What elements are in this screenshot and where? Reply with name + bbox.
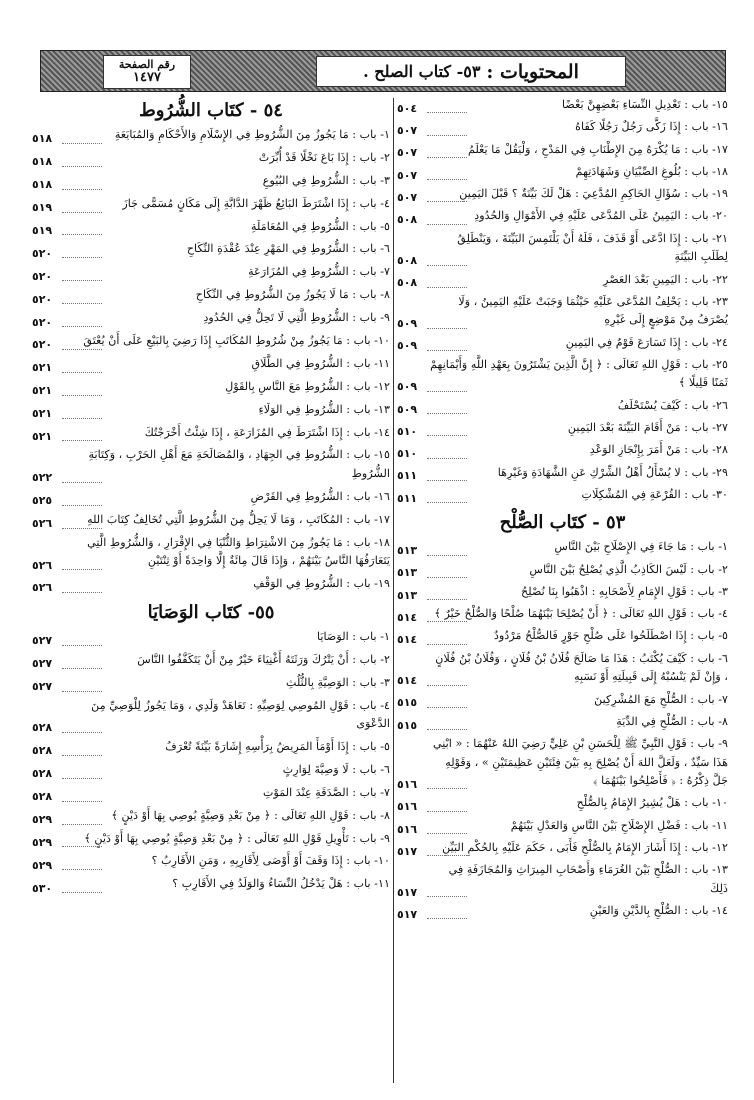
toc-entry-title: ٢٠- باب : اليَمِينُ عَلَى المُدَّعَى عَلَيْهِ فِي الأَمْوَالِ وَالحُدُودِ [474,209,728,223]
toc-entry [397,118,728,140]
toc-entry-title: ٥- باب : الشُّرُوطِ فِي المُعَامَلَةِ [251,219,390,233]
toc-entry [32,378,390,401]
toc-entry-title: ٩- باب : تَأْوِيلِ قَوْلِ اللهِ تَعَالَى : ﴿ مِنْ بَعْدِ وَصِيَّةٍ يُوصِي بِهَا أَوْ دَيْنٍ ﴾ [84,831,390,845]
toc-entry-title: ١١- باب : هَلْ يَدْخُلُ النِّسَاءُ وَالوَلَدُ فِي الأَقَارِبِ ؟ [172,877,390,891]
toc-entry-page: ٥١٧ [397,907,418,921]
toc-entry [397,419,728,441]
toc-entry [32,628,390,651]
toc-entry-page: ٥٣٠ [32,881,53,895]
leader-dots [62,143,102,144]
toc-entry [397,713,728,735]
toc-entry-title: ٢٧- باب : مَنْ أَقَامَ البَيِّنَةَ بَعْدَ اليَمِينِ [567,421,728,435]
leader-dots [427,201,467,202]
toc-entry-page: ٥٢٠ [32,338,53,352]
toc-entry-title: ١١- باب : الشُّرُوطِ فِي الطَّلَاقِ [251,356,390,370]
page-number: ١٤٧٧ [133,69,161,85]
leader-dots [62,645,102,646]
toc-entry-page: ٥٢٢ [32,471,53,485]
toc-entry-page: ٥٢١ [32,429,53,443]
toc-entry-title: ٨- باب : الصُّلْحِ فِي الدِّيَةِ [616,714,728,728]
toc-entry-title: ١٠- باب : إِذَا وَقَفَ أَوْ أَوْصَى لِأَقَارِبِهِ ، وَمَنِ الأَقَارِبُ ؟ [151,854,390,868]
toc-entry-title: ٥- باب : إِذَا أَوْمَأَ المَرِيضُ بِرَأْسِهِ إِشَارَةً بَيِّنَةً تُعْرَفُ [165,739,390,753]
toc-entry [397,627,728,649]
toc-entry [397,839,728,861]
toc-entry-title: ١٥- باب : الشُّرُوطِ فِي الجِهَادِ ، وَالمُصَالَحَةِ مَعَ أَهْلِ الحَرْبِ ، وَكِتَابَةِ الشُّرُوطِ [88,448,390,480]
header-title-box [316,56,626,87]
leader-dots [427,621,467,622]
toc-entry-title: ٩- باب : الشُّرُوطِ الَّتِي لَا تَحِلُّ فِي الحُدُودِ [203,311,390,325]
leader-dots [427,391,467,392]
toc-entry [397,293,728,334]
toc-entry [397,902,728,924]
toc-entry-page: ٥٢٩ [32,858,53,872]
toc-entry [397,163,728,185]
toc-entry [32,240,390,263]
toc-entry-page: ٥٢٨ [32,790,53,804]
toc-entry-page: ٥٢٩ [32,835,53,849]
toc-entry-title: ١٠- باب : مَا يَجُوزُ مِنْ شُرُوطِ المُكَاتَبِ إِذَا رَضِيَ بِالبَيْعِ عَلَى أَنْ يُعْتَقَ [83,334,390,348]
toc-entry [32,852,390,875]
leader-dots [427,265,467,266]
leader-dots [62,372,102,373]
leader-dots [62,778,102,779]
toc-entry [397,141,728,163]
toc-entry-page: ٥١٨ [32,155,53,169]
leader-dots [62,892,102,893]
toc-entry-title: ٤- باب : قَوْلِ المُوصِي لِوَصِيِّهِ : تَعَاهَدْ وَلَدِي ، وَمَا يَجُوزُ لِلْوَصِيِّ مِنَ الدَّعْوَى [91,698,390,731]
toc-entry [397,356,728,397]
toc-entry-page: ٥٠٧ [397,146,418,160]
toc-entry [397,397,728,419]
toc-entry-title: ١٥- باب : تَعْدِيلِ النِّسَاءِ بَعْضِهِنَّ بَعْضًا [562,98,728,111]
toc-entry-title: ١٩- باب : الشُّرُوطِ فِي الوَقْفِ [253,577,390,591]
toc-entry [32,424,390,447]
leader-dots [427,855,467,856]
toc-entry [397,538,728,560]
left-column [32,96,390,898]
toc-entry [32,195,390,218]
toc-entry-page: ٥٠٨ [397,254,418,268]
leader-dots [427,157,467,158]
leader-dots [62,801,102,802]
toc-entry-title: ٢٦- باب : كَيْفَ يُسْتَحْلَفُ [617,398,728,412]
toc-entry-page: ٥٠٩ [397,402,418,416]
toc-entry [397,230,728,271]
toc-entry-title: ١٨- باب : مَا يَجُوزُ مِنَ الاشْتِرَاطِ وَالثُّنْيَا فِي الإِقْرَارِ ، وَالشُّرُوطِ الَّتِي يَتَعَارَفُهَا النَّاسُ بَيْنَهُمْ ، وَإِذَا قَالَ مِائَةٌ إِلَّا وَاحِدَةً أَوْ ثِنْتَيْنِ [87,535,390,568]
toc-entry-page: ٥١٣ [397,566,418,580]
toc-entry [397,691,728,713]
toc-entry [397,561,728,583]
toc-entry [32,651,390,674]
toc-entry-page: ٥١٨ [32,132,53,146]
leader-dots [427,833,467,834]
leader-dots [427,555,467,556]
toc-entry [397,605,728,627]
toc-entry-title: ١٩- باب : سُؤَالِ الحَاكِمِ المُدَّعِيَ : هَلْ لَكَ بَيِّنَةٌ ؟ قَبْلَ اليَمِينِ [459,187,728,201]
leader-dots [62,592,102,593]
toc-entry-page: ٥١٩ [32,223,53,237]
toc-entry-page: ٥٢٧ [32,680,53,694]
toc-entry-page: ٥٢١ [32,407,53,421]
column-divider [393,98,394,1083]
toc-entry-title: ٦- باب : الشُّرُوطِ فِي المَهْرِ عِنْدَ عُقْدَةِ النِّكَاحِ [186,242,390,256]
leader-dots [427,918,467,919]
leader-dots [62,528,102,529]
leader-dots [62,349,102,350]
header-page-box [103,55,191,89]
leader-dots [427,685,467,686]
toc-entry-page: ٥١٦ [397,800,418,814]
toc-entry [397,441,728,463]
leader-dots [427,599,467,600]
toc-entry [397,207,728,229]
toc-entry [397,650,728,691]
toc-entry-page: ٥٢٨ [32,721,53,735]
toc-entry-page: ٥٢٠ [32,269,53,283]
toc-entry [397,185,728,207]
toc-entry-page: ٥٢٧ [32,657,53,671]
toc-entry [397,583,728,605]
toc-entry-page: ٥٠٧ [397,190,418,204]
toc-entry [32,309,390,332]
toc-entry-page: ٥١٤ [397,610,418,624]
toc-entry-page: ٥٠٧ [397,168,418,182]
left-entries-shurut [32,126,390,598]
leader-dots [62,395,102,396]
leader-dots [427,350,467,351]
leader-dots [427,502,467,503]
toc-entry [32,784,390,807]
header-bar [40,50,726,92]
toc-entry [397,817,728,839]
toc-entry-page: ٥١٥ [397,718,418,732]
toc-entry [32,126,390,149]
toc-entry-page: ٥٠٨ [397,276,418,290]
toc-entry-title: ٩- باب : قَوْلِ النَّبِيِّ ﷺ لِلْحَسَنِ بْنِ عَلِيٍّ رَضِيَ اللهُ عَنْهُمَا : « ابْنِي هَذَا سَيِّدٌ ، وَلَعَلَّ اللهَ أَنْ يُصْلِحَ بِهِ بَيْنَ فِئَتَيْنِ عَظِيمَتَيْنِ » ، وَقَوْلِهِ جَلَّ ذِكْرُهُ : ﴿ فَأَصْلِحُوا بَيْنَهُمَا ﴾ [432,737,728,788]
toc-entry-title: ٣٠- باب : القُرْعَةِ فِي المُشْكِلَاتِ [581,487,728,501]
toc-entry-title: ٣- باب : الوَصِيَّةِ بِالثُّلُثِ [285,675,390,689]
toc-entry-title: ٢٨- باب : مَنْ أَمَرَ بِإِنْجَازِ الوَعْدِ [589,443,728,457]
toc-entry [397,271,728,293]
toc-entry-page: ٥٠٩ [397,317,418,331]
toc-entry-page: ٥٢٦ [32,517,53,531]
toc-entry-title: ٨- باب : مَا لَا يَجُوزُ مِنَ الشُّرُوطِ فِي النِّكَاحِ [195,288,390,302]
leader-dots [62,482,102,483]
chapter-title-shurut: ٥٤ - كتَاب الشُّرُوط [139,100,283,121]
toc-entry-page: ٥٢١ [32,384,53,398]
toc-entry-page: ٥١٣ [397,588,418,602]
toc-entry-page: ٥٢٨ [32,767,53,781]
toc-entry [32,674,390,697]
toc-entry-page: ٥٢٧ [32,634,53,648]
leader-dots [427,179,467,180]
leader-dots [427,328,467,329]
leader-dots [427,729,467,730]
leader-dots [427,458,467,459]
toc-entry-title: ٤- باب : قَوْلِ اللهِ تَعَالَى : ﴿ أَنْ يُصْلِحَا بَيْنَهُمَا صُلْحًا وَالصُّلْحُ خَيْرٌ ﴾ [434,607,728,621]
toc-entry-page: ٥٠٨ [397,213,418,227]
leader-dots [427,112,467,113]
leader-dots [427,811,467,812]
toc-entry-title: ٧- باب : الصُّلْحِ مَعَ المُشْرِكِينَ [594,692,728,706]
leader-dots [62,418,102,419]
toc-entry-page: ٥٢١ [32,361,53,375]
leader-dots [62,212,102,213]
chapter-title-wasaya: ٥٥- كتَاب الوَصَايَا [147,601,275,623]
toc-entry-title: ٢- باب : لَيْسَ الكَاذِبُ الَّذِي يُصْلِحُ بَيْنَ النَّاسِ [529,562,728,576]
leader-dots [62,569,102,570]
toc-entry [32,511,390,534]
toc-entry-title: ٤- باب : إِذَا اشْتَرَطَ البَائِعُ ظَهْرَ الدَّابَّةِ إِلَى مَكَانٍ مُسَمًّى جَازَ [122,196,390,210]
toc-entry-page: ٥٢٦ [32,558,53,572]
leader-dots [427,644,467,645]
toc-entry [397,464,728,486]
left-entries-wasaya [32,628,390,898]
toc-entry-title: ١٤- باب : إِذَا اشْتَرَطَ فِي المُزَارَعَةِ ، إِذَا شِئْتُ أَخْرَجْتُكَ [144,425,390,439]
toc-entry-title: ٨- باب : قَوْلِ اللهِ تَعَالَى : ﴿ مِنْ بَعْدِ وَصِيَّةٍ يُوصِي بِهَا أَوْ دَيْنٍ ﴾ [111,808,390,822]
toc-entry-title: ١٢- باب : إِذَا أَشَارَ الإِمَامُ بِالصُّلْحِ فَأَبَى ، حَكَمَ عَلَيْهِ بِالحُكْمِ البَيِّنِ [442,841,728,855]
toc-entry [32,286,390,309]
toc-entry-page: ٥١٠ [397,424,418,438]
toc-entry [32,401,390,424]
leader-dots [62,668,102,669]
toc-entry [32,807,390,830]
toc-entry-page: ٥١١ [397,491,418,505]
toc-entry [32,172,390,195]
toc-entry-page: ٥١٧ [397,885,418,899]
toc-entry-title: ٦- باب : كَيْفَ يُكْتَبُ : هَذَا مَا صَالَحَ فُلَانُ بْنُ فُلَانٍ ، وَفُلَانُ بْنُ فُلَانٍ ، وَإِنْ لَمْ يَنْسُبْهُ إِلَى قَبِيلَتِهِ أَوْ نَسَبِهِ [435,651,728,684]
leader-dots [62,732,102,733]
right-entries-top [397,96,728,508]
leader-dots [62,303,102,304]
toc-entry-page: ٥٢٨ [32,744,53,758]
toc-entry-title: ١- باب : مَا يَجُوزُ مِنَ الشُّرُوطِ فِي الإِسْلَامِ وَالأَحْكَامِ وَالمُبَايَعَةِ [114,128,390,141]
toc-entry [397,96,728,118]
toc-entry-title: ٢- باب : أَنْ يَتْرُكَ وَرَثَتَهُ أَغْنِيَاءَ خَيْرٌ مِنْ أَنْ يَتَكَفَّفُوا النَّاسَ [137,652,390,666]
leader-dots [427,413,467,414]
toc-entry-title: ٧- باب : الصَّدَقَةِ عِنْدَ المَوْتِ [262,785,390,799]
toc-entry-page: ٥٢٠ [32,315,53,329]
leader-dots [62,257,102,258]
toc-entry-page: ٥١٤ [397,633,418,647]
toc-entry-page: ٥٢٥ [32,494,53,508]
toc-entry [32,830,390,853]
toc-entry [32,488,390,511]
leader-dots [427,135,467,136]
toc-entry-title: ١٣- باب : الصُّلْحِ بَيْنَ الغُرَمَاءِ وَأَصْحَابِ المِيرَاثِ وَالمُجَازَفَةِ فِي ذَلِكَ [448,863,728,895]
toc-entry-title: ١٣- باب : الشُّرُوطِ فِي الوَلَاءِ [258,402,390,416]
leader-dots [62,326,102,327]
leader-dots [427,788,467,789]
toc-entry-page: ٥٢٠ [32,246,53,260]
leader-dots [62,824,102,825]
toc-entry [32,575,390,598]
toc-entry-page: ٥١٠ [397,447,418,461]
toc-entry-page: ٥٢٠ [32,292,53,306]
right-column [397,96,728,924]
toc-entry [397,861,728,902]
toc-entry-page: ٥١٤ [397,674,418,688]
toc-entry-title: ٢١- باب : إِذَا ادَّعَى أَوْ قَذَفَ ، فَلَهُ أَنْ يَلْتَمِسَ البَيِّنَةَ ، وَيَنْطَلِقُ لِطَلَبِ البَيِّنَةِ [457,231,728,264]
toc-entry [32,761,390,784]
toc-entry [32,355,390,378]
leader-dots [427,224,467,225]
toc-entry-title: ١٤- باب : الصُّلْحِ بِالدَّيْنِ وَالعَيْنِ [589,904,728,918]
toc-entry-page: ٥١٩ [32,201,53,215]
toc-entry [397,735,728,794]
toc-entry-title: ١١- باب : فَضْلِ الإِصْلَاحِ بَيْنَ النَّاسِ وَالعَدْلِ بَيْنَهُمْ [510,818,728,832]
toc-entry-title: ١- باب : الوَصَايَا [316,629,390,643]
toc-entry-title: ٧- باب : الشُّرُوطِ فِي المُزَارَعَةِ [248,265,390,279]
toc-entry-title: ٢٩- باب : لا يُسْأَلُ أَهْلُ الشِّرْكِ عَنِ الشَّهَادَةِ وَغَيْرِهَا [497,465,728,479]
toc-entry-title: ٢- باب : إِذَا بَاعَ نَخْلًا قَدْ أُبِّرَتْ [258,150,390,164]
leader-dots [427,480,467,481]
toc-entry-title: ١٦- باب : إِذَا زَكَّى رَجُلٌ رَجُلًا كَفَاهُ [575,120,728,134]
toc-entry-title: ١٠- باب : هَلْ يُشِيرُ الإِمَامُ بِالصُّلْحِ [576,796,728,810]
toc-entry-page: ٥٠٧ [397,124,418,138]
leader-dots [62,166,102,167]
toc-entry-page: ٥٠٤ [397,101,418,115]
leader-dots [62,869,102,870]
toc-entry-title: ١٨- باب : بُلُوغِ الصِّبْيَانِ وَشَهَادَتِهِمْ [575,164,728,178]
chapter-title-sulh: ٥٣ - كتَاب الصُّلْح [499,512,626,534]
toc-entry [32,875,390,898]
toc-entry [32,738,390,761]
toc-entry-title: ١- باب : مَا جَاءَ فِي الإِصْلَاحِ بَيْنَ النَّاسِ [554,540,728,554]
leader-dots [427,287,467,288]
toc-entry-page: ٥١٦ [397,822,418,836]
page-number-label: رقم الصفحة [118,57,176,71]
leader-dots [427,577,467,578]
leader-dots [427,896,467,897]
toc-entry [32,218,390,241]
header-subtitle: ٥٣- كتاب الصلح . [363,62,481,81]
toc-entry-page: ٥٢٩ [32,813,53,827]
toc-entry-title: ٣- باب : قَوْلِ الإِمَامِ لِأَصْحَابِهِ : اذْهَبُوا بِنَا نُصْلِحُ [521,584,728,598]
toc-entry [32,149,390,172]
toc-entry-title: ١٧- باب : مَا يُكْرَهُ مِنَ الإِطْنَابِ فِي المَدْحِ ، وَلْيَقُلْ مَا يَعْلَمُ [468,142,728,156]
leader-dots [62,846,102,847]
leader-dots [62,189,102,190]
toc-entry-page: ٥٠٩ [397,380,418,394]
toc-entry [397,486,728,508]
toc-entry-page: ٥١٥ [397,696,418,710]
toc-entry [32,534,390,575]
toc-entry-title: ٢٣- باب : يَحْلِفُ المُدَّعَى عَلَيْهِ حَيْثُمَا وَجَبَتْ عَلَيْهِ اليَمِينُ ، وَلَا يُصْرَفُ مِنْ مَوْضِعٍ إِلَى غَيْرِهِ [458,294,728,327]
toc-entry-title: ١٢- باب : الشُّرُوطِ مَعَ النَّاسِ بِالقَوْلِ [225,379,390,393]
toc-entry [32,263,390,286]
header-title: المحتويات : [486,60,579,83]
toc-entry-title: ٢٤- باب : إِذَا تَسَارَعَ قَوْمٌ فِي اليَمِينِ [565,335,728,349]
toc-entry-title: ٢٢- باب : اليَمِينِ بَعْدَ العَصْرِ [603,272,728,286]
leader-dots [427,435,467,436]
toc-entry-page: ٥١٦ [397,777,418,791]
toc-entry [32,446,390,487]
toc-entry-page: ٥١٧ [397,844,418,858]
leader-dots [427,707,467,708]
toc-entry-title: ٣- باب : الشُّرُوطِ فِي البُيُوعِ [262,173,390,187]
toc-entry-title: ١٧- باب : المُكَاتَبِ ، وَمَا لَا يَحِلُّ مِنَ الشُّرُوطِ الَّتِي تُخَالِفُ كِتَابَ اللهِ [87,512,390,526]
leader-dots [62,280,102,281]
toc-entry-title: ٢٥- باب : قَوْلِ اللهِ تَعَالَى : ﴿ إِنَّ الَّذِينَ يَشْتَرُونَ بِعَهْدِ اللَّهِ وَأَيْمَانِهِمْ ثَمَنًا قَلِيلًا ﴾ [430,357,728,390]
toc-entry-title: ١٦- باب : الشُّرُوطِ فِي القَرْضِ [250,489,390,503]
toc-entry-page: ٥١٨ [32,178,53,192]
leader-dots [62,505,102,506]
toc-entry [32,332,390,355]
toc-entry-page: ٥٢٦ [32,581,53,595]
leader-dots [62,440,102,441]
right-entries-bottom [397,538,728,924]
toc-entry [32,697,390,738]
toc-entry [397,334,728,356]
toc-entry-page: ٥٠٩ [397,339,418,353]
toc-entry-page: ٥١١ [397,469,418,483]
toc-entry-title: ٦- باب : لَا وَصِيَّةَ لِوَارِثٍ [282,762,390,776]
toc-entry-title: ٥- باب : إِذَا اصْطَلَحُوا عَلَى صُلْحِ جَوْرٍ فَالصُّلْحُ مَرْدُودٌ [494,629,728,643]
toc-entry-page: ٥١٣ [397,544,418,558]
leader-dots [62,691,102,692]
leader-dots [62,755,102,756]
toc-entry [397,794,728,816]
leader-dots [62,234,102,235]
